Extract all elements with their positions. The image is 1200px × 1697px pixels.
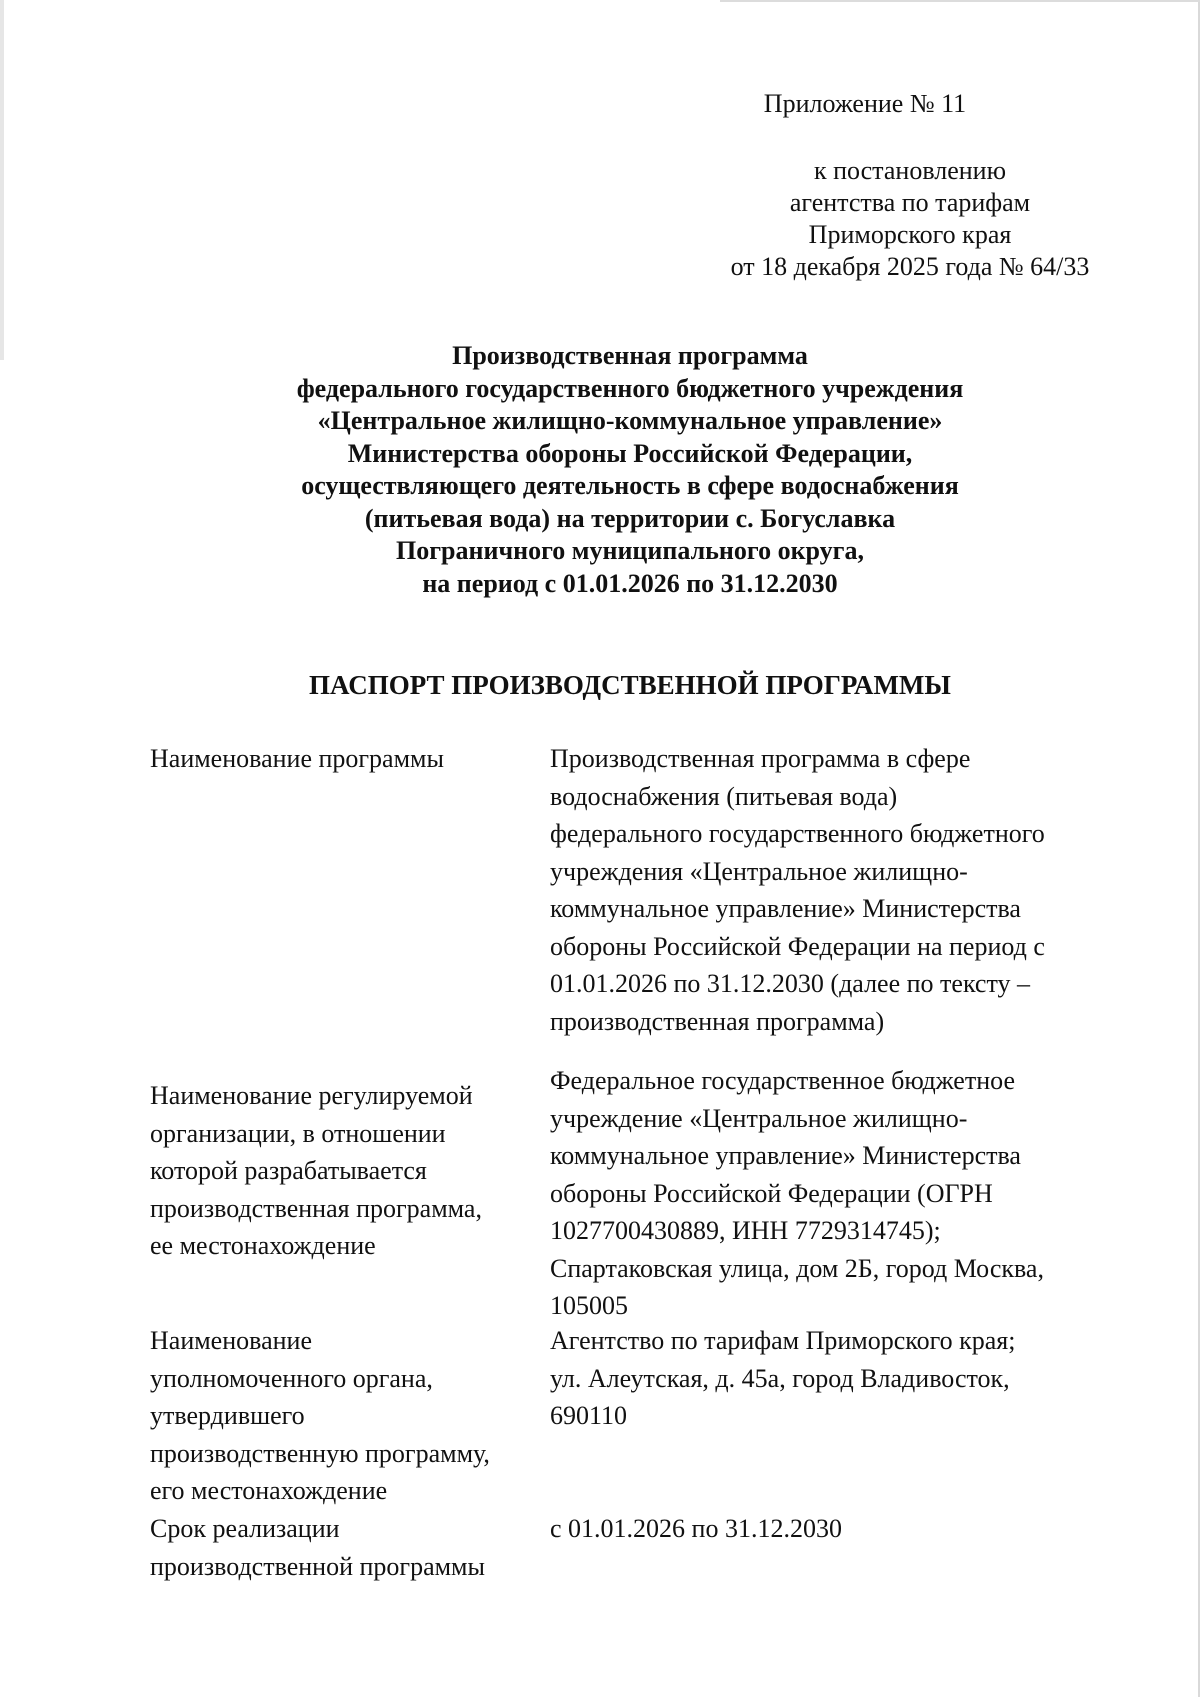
- annex-number: Приложение № 11: [763, 89, 967, 118]
- scan-edge-left: [0, 0, 4, 360]
- label-line: производственную программу,: [150, 1438, 490, 1468]
- title-line: Производственная программа: [452, 341, 808, 370]
- annex-line: к постановлению: [813, 156, 1007, 185]
- label-line: производственная программа,: [150, 1193, 482, 1223]
- value-line: 690110: [550, 1401, 628, 1430]
- annex-reference: [680, 155, 1140, 283]
- value-line: Федеральное государственное бюджетное: [550, 1066, 1015, 1095]
- value-line: с 01.01.2026 по 31.12.2030: [550, 1514, 842, 1543]
- value-line: водоснабжения (питьевая вода): [550, 781, 898, 811]
- label-line: Наименование: [150, 1326, 312, 1355]
- row-value-authority: [550, 1322, 1110, 1435]
- annex-line: агентства по тарифам: [789, 188, 1031, 217]
- scan-edge-top: [720, 0, 1200, 2]
- value-line: 105005: [550, 1291, 628, 1320]
- document-title: [220, 340, 1040, 600]
- label-line: ее местонахождение: [150, 1231, 376, 1260]
- row-value-term: [550, 1510, 1110, 1548]
- value-line: Производственная программа в сфере: [550, 744, 971, 773]
- row-label-term: [150, 1510, 540, 1585]
- annex-line: от 18 декабря 2025 года № 64/33: [730, 252, 1090, 281]
- value-line: Спартаковская улица, дом 2Б, город Москва,: [550, 1253, 1044, 1283]
- row-value-program-name: [550, 740, 1110, 1040]
- label-line: которой разрабатывается: [150, 1156, 427, 1185]
- label-line: производственной программы: [150, 1551, 485, 1581]
- row-label-program-name: [150, 740, 540, 778]
- label-line: организации, в отношении: [150, 1118, 446, 1148]
- value-line: обороны Российской Федерации (ОГРН: [550, 1178, 993, 1208]
- value-line: коммунальное управление» Министерства: [550, 1141, 1021, 1170]
- passport-heading: ПАСПОРТ ПРОИЗВОДСТВЕННОЙ ПРОГРАММЫ: [309, 670, 951, 700]
- value-line: коммунальное управление» Министерства: [550, 894, 1021, 923]
- title-line: на период с 01.01.2026 по 31.12.2030: [422, 568, 838, 598]
- annex-line: Приморского края: [808, 220, 1012, 249]
- label-line: Наименование регулируемой: [150, 1081, 473, 1110]
- title-line: осуществляющего деятельность в сфере водоснабжения: [301, 471, 959, 500]
- title-line: Пограничного муниципального округа,: [396, 536, 864, 565]
- value-line: ул. Алеутская, д. 45а, город Владивосток,: [550, 1363, 1010, 1393]
- value-line: обороны Российской Федерации на период с: [550, 931, 1045, 961]
- title-line: федерального государственного бюджетного учреждения: [296, 373, 964, 403]
- value-line: 1027700430889, ИНН 7729314745);: [550, 1216, 941, 1245]
- row-label-authority: [150, 1322, 540, 1510]
- value-line: учреждение «Центральное жилищно-: [550, 1103, 968, 1133]
- label-line: утвердившего: [150, 1401, 305, 1430]
- value-line: федерального государственного бюджетного: [550, 819, 1045, 848]
- row-value-organization: [550, 1062, 1110, 1325]
- label-line: уполномоченного органа,: [150, 1363, 433, 1393]
- title-line: (питьевая вода) на территории с. Богуславка: [364, 503, 896, 533]
- label-line: Срок реализации: [150, 1514, 340, 1543]
- title-line: «Центральное жилищно-коммунальное управление»: [317, 406, 943, 435]
- label-line: его местонахождение: [150, 1476, 388, 1505]
- row-label-organization: [150, 1077, 540, 1265]
- value-line: Агентство по тарифам Приморского края;: [550, 1326, 1016, 1355]
- label-line: Наименование программы: [150, 744, 444, 773]
- title-line: Министерства обороны Российской Федерации,: [347, 438, 913, 468]
- value-line: 01.01.2026 по 31.12.2030 (далее по тексту –: [550, 969, 1030, 998]
- value-line: производственная программа): [550, 1006, 885, 1036]
- value-line: учреждения «Центральное жилищно-: [550, 856, 968, 886]
